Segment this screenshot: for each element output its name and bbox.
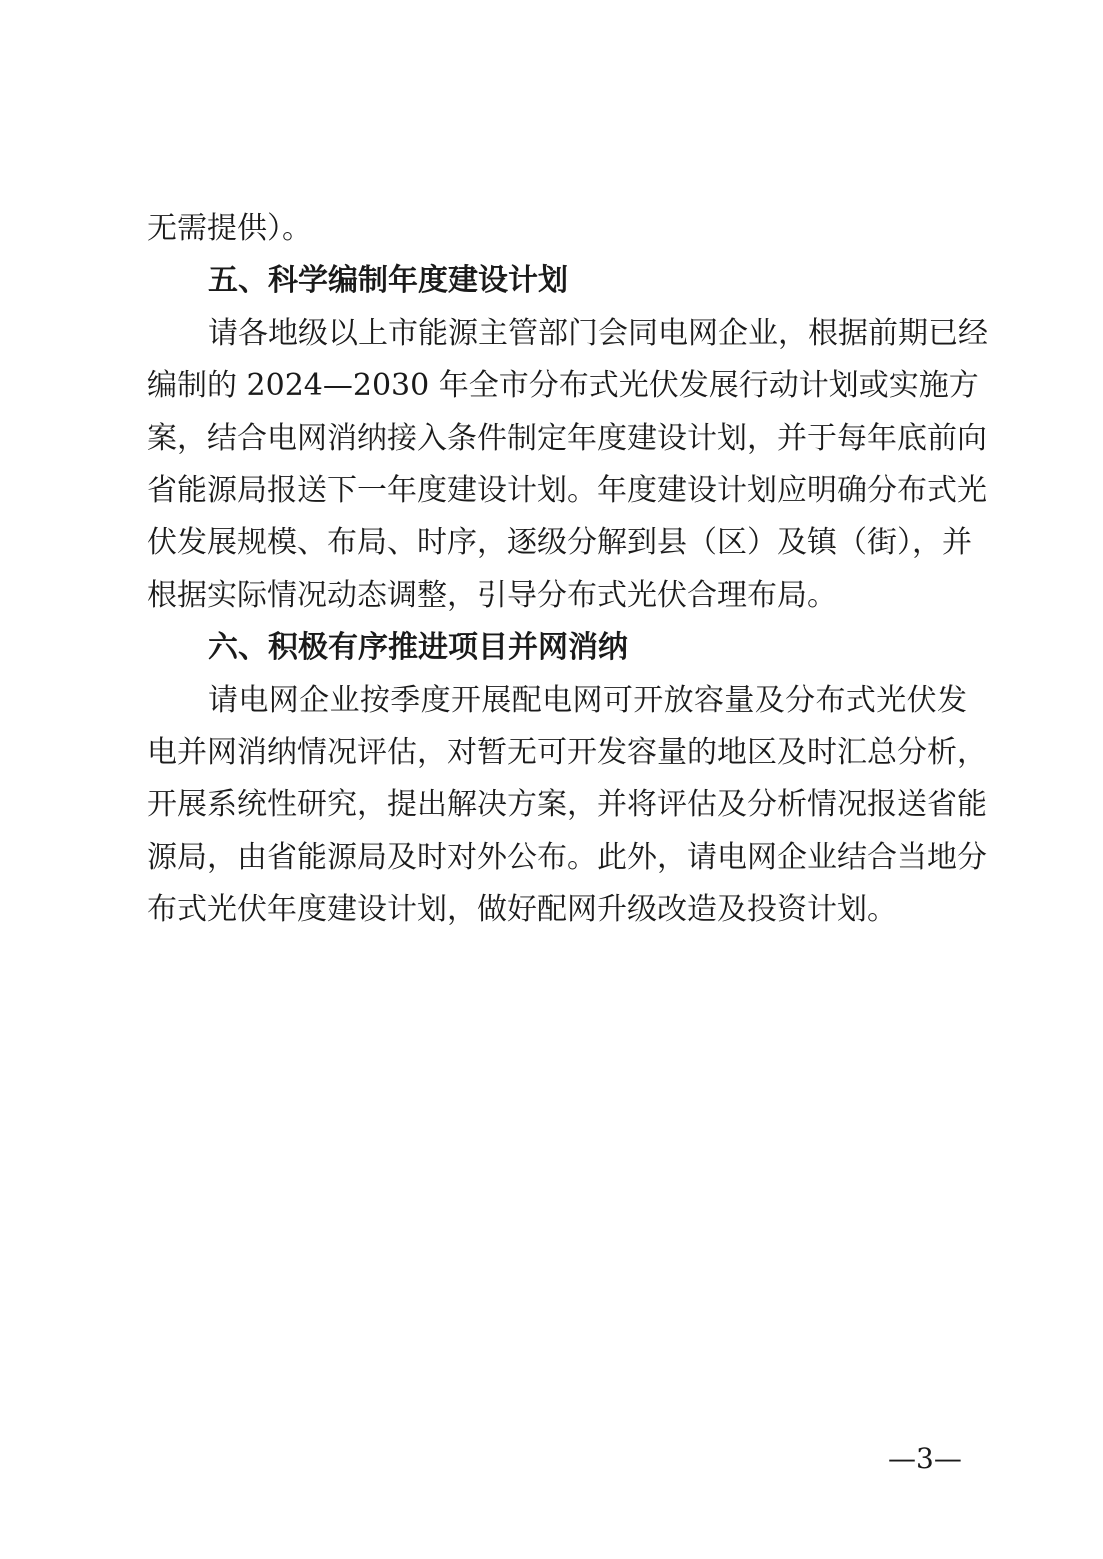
paragraph-line: 布式光伏年度建设计划，做好配网升级改造及投资计划。 <box>147 892 897 928</box>
section-heading-5: 五、科学编制年度建设计划 <box>208 263 568 299</box>
paragraph-line: 省能源局报送下一年度建设计划。年度建设计划应明确分布式光 <box>147 472 987 508</box>
page-number: —3— <box>888 1442 962 1475</box>
paragraph-line: 电并网消纳情况评估，对暂无可开发容量的地区及时汇总分析， <box>147 734 987 770</box>
paragraph-line: 源局，由省能源局及时对外公布。此外，请电网企业结合当地分 <box>147 839 987 875</box>
section-heading-6: 六、积极有序推进项目并网消纳 <box>208 630 628 666</box>
paragraph-line: 请各地级以上市能源主管部门会同电网企业，根据前期已经 <box>208 315 988 351</box>
paragraph-line: 无需提供）。 <box>147 211 312 246</box>
paragraph-line: 编制的 2024—2030 年全市分布式光伏发展行动计划或实施方 <box>147 368 979 404</box>
paragraph-line: 案，结合电网消纳接入条件制定年度建设计划，并于每年底前向 <box>147 420 987 456</box>
paragraph-line: 根据实际情况动态调整，引导分布式光伏合理布局。 <box>147 577 837 613</box>
document-body <box>147 203 988 936</box>
paragraph-line: 请电网企业按季度开展配电网可开放容量及分布式光伏发 <box>208 682 967 718</box>
paragraph-line: 伏发展规模、布局、时序，逐级分解到县（区）及镇（街），并 <box>147 525 972 561</box>
paragraph-line: 开展系统性研究，提出解决方案，并将评估及分析情况报送省能 <box>147 787 987 823</box>
